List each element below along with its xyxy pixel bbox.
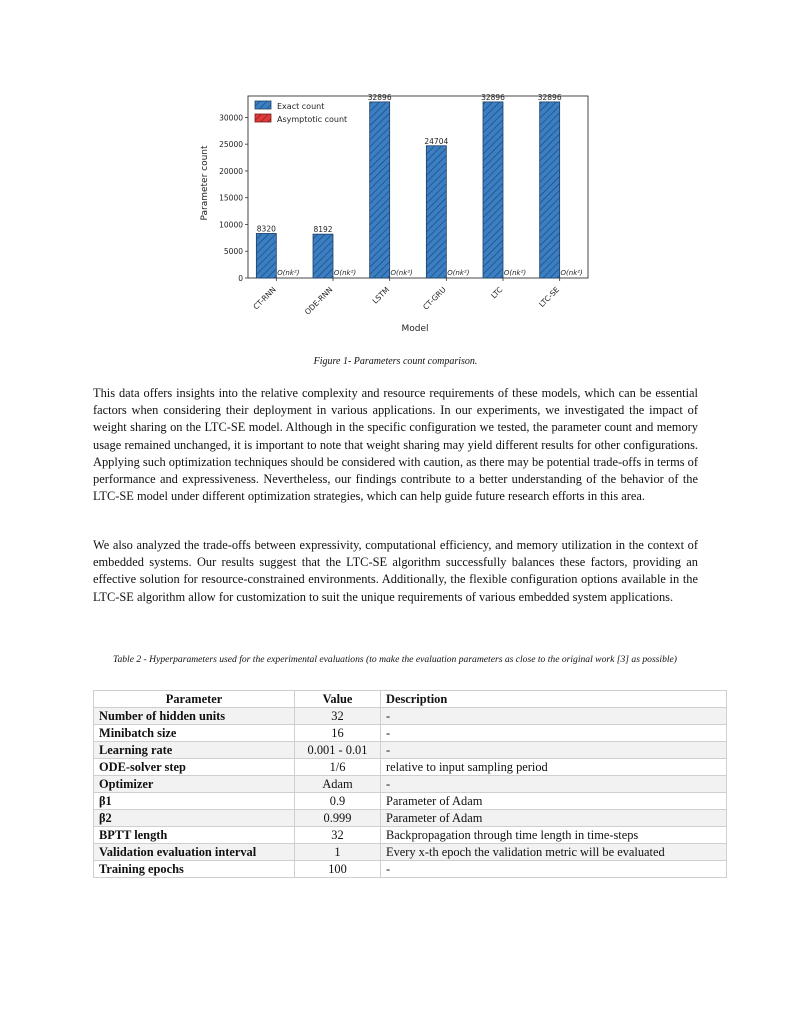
table-row xyxy=(94,861,727,878)
table-row xyxy=(94,708,727,725)
cell-description: - xyxy=(381,708,727,725)
cell-description: Parameter of Adam xyxy=(381,810,727,827)
header-parameter: Parameter xyxy=(94,691,295,708)
x-tick-label: LTC-SE xyxy=(537,285,562,309)
table-row xyxy=(94,759,727,776)
body-paragraph-2: We also analyzed the trade-offs between expressivity, computational efficiency, and memory utilization in the context of embedded systems. Our results suggest that the LTC-SE algorithm successfully balances these factors, providing an effective solution for resource-constrained environments. Additionally, the flexible configuration options available in the LTC-SE algorithm allow for customization to suit the unique requirements of various embedded system applications. xyxy=(93,538,698,604)
bar-value-label: 32896 xyxy=(537,92,562,102)
legend-label-exact: Exact count xyxy=(277,102,325,111)
figure-caption: Figure 1- Parameters count comparison. xyxy=(313,356,478,367)
bar-value-label: 8320 xyxy=(256,224,276,234)
y-axis-label: Parameter count xyxy=(200,145,210,221)
legend-label-asymptotic: Asymptotic count xyxy=(277,115,348,124)
cell-parameter: β2 xyxy=(94,810,295,827)
table-row xyxy=(94,793,727,810)
y-tick-label: 10000 xyxy=(219,220,243,230)
cell-value: 0.001 - 0.01 xyxy=(295,742,381,759)
cell-parameter: β1 xyxy=(94,793,295,810)
bar-exact-ltc xyxy=(483,102,503,278)
bar-exact-ct-rnn xyxy=(256,233,276,278)
y-tick-label: 20000 xyxy=(219,166,243,176)
y-tick-label: 5000 xyxy=(223,247,243,257)
y-tick-label: 30000 xyxy=(219,113,243,123)
table-row xyxy=(94,827,727,844)
bar-value-label: 24704 xyxy=(424,136,449,146)
cell-value: 16 xyxy=(295,725,381,742)
cell-parameter: Number of hidden units xyxy=(94,708,295,725)
cell-parameter: ODE-solver step xyxy=(94,759,295,776)
cell-value: 0.999 xyxy=(295,810,381,827)
asymptotic-label: O(nk²) xyxy=(503,269,527,277)
cell-description: - xyxy=(381,861,727,878)
x-tick-label: ODE-RNN xyxy=(302,285,335,317)
x-axis-label: Model xyxy=(401,324,429,334)
bar-value-label: 32896 xyxy=(367,92,392,102)
cell-value: 32 xyxy=(295,827,381,844)
x-tick-label: CT-GRU xyxy=(421,285,448,312)
asymptotic-label: O(nk²) xyxy=(560,269,583,277)
cell-parameter: Minibatch size xyxy=(94,725,295,742)
bar-exact-lstm xyxy=(370,102,390,278)
bar-exact-ode-rnn xyxy=(313,234,333,278)
cell-description: - xyxy=(381,725,727,742)
hyperparameter-table xyxy=(93,690,727,878)
asymptotic-label: O(nk²) xyxy=(390,269,413,277)
cell-value: 1/6 xyxy=(295,759,381,776)
cell-parameter: Optimizer xyxy=(94,776,295,793)
header-description: Description xyxy=(381,691,727,708)
table-row xyxy=(94,810,727,827)
x-tick-label: CT-RNN xyxy=(251,285,278,312)
y-tick-label: 0 xyxy=(238,274,243,283)
bar-exact-ct-gru xyxy=(426,146,446,278)
cell-value: 100 xyxy=(295,861,381,878)
header-value: Value xyxy=(295,691,381,708)
cell-description: - xyxy=(381,776,727,793)
cell-value: Adam xyxy=(295,776,381,793)
table-row xyxy=(94,776,727,793)
asymptotic-label: O(nk²) xyxy=(277,269,300,277)
cell-description: relative to input sampling period xyxy=(381,759,727,776)
cell-description: - xyxy=(381,742,727,759)
y-tick-label: 25000 xyxy=(219,140,243,150)
x-tick-label: LTC xyxy=(489,285,505,301)
bar-exact-ltc-se xyxy=(540,102,560,278)
x-tick-label: LSTM xyxy=(370,285,392,306)
table-header-row xyxy=(94,691,727,708)
cell-parameter: Learning rate xyxy=(94,742,295,759)
cell-value: 32 xyxy=(295,708,381,725)
cell-description: Parameter of Adam xyxy=(381,793,727,810)
table-row xyxy=(94,725,727,742)
table-row xyxy=(94,844,727,861)
table-row xyxy=(94,742,727,759)
legend-swatch-asymptotic xyxy=(255,114,271,122)
table-caption: Table 2 - Hyperparameters used for the experimental evaluations (to make the evaluation parameters as close to the original work [3] as possible) xyxy=(112,654,677,665)
legend-swatch-exact xyxy=(255,101,271,109)
asymptotic-label: O(nk²) xyxy=(333,269,357,277)
chart-legend xyxy=(255,101,347,124)
parameter-count-chart xyxy=(195,88,595,338)
cell-value: 0.9 xyxy=(295,793,381,810)
cell-value: 1 xyxy=(295,844,381,861)
cell-parameter: BPTT length xyxy=(94,827,295,844)
bar-value-label: 32896 xyxy=(481,92,505,102)
cell-parameter: Training epochs xyxy=(94,861,295,878)
asymptotic-label: O(nk²) xyxy=(447,269,470,277)
y-tick-label: 15000 xyxy=(219,193,243,203)
cell-description: Backpropagation through time length in time-steps xyxy=(381,827,727,844)
bar-value-label: 8192 xyxy=(313,225,333,235)
cell-parameter: Validation evaluation interval xyxy=(94,844,295,861)
body-paragraph-1: This data offers insights into the relative complexity and resource requirements of these models, which can be essential factors when considering their deployment in various applications. In our experiments, we investigated the impact of weight sharing on the LTC-SE model. Although in the specific configuration we tested, the parameter count and memory usage remained unchanged, it is important to note that weight sharing may yield different results for other configurations. Applying such optimization techniques should be considered with caution, as there may be potential trade-offs in terms of performance and expressiveness. Nevertheless, our findings contribute to a better understanding of the behavior of the LTC-SE model under different optimization strategies, which can help guide future research efforts in this area. xyxy=(93,386,698,504)
cell-description: Every x-th epoch the validation metric will be evaluated xyxy=(381,844,727,861)
